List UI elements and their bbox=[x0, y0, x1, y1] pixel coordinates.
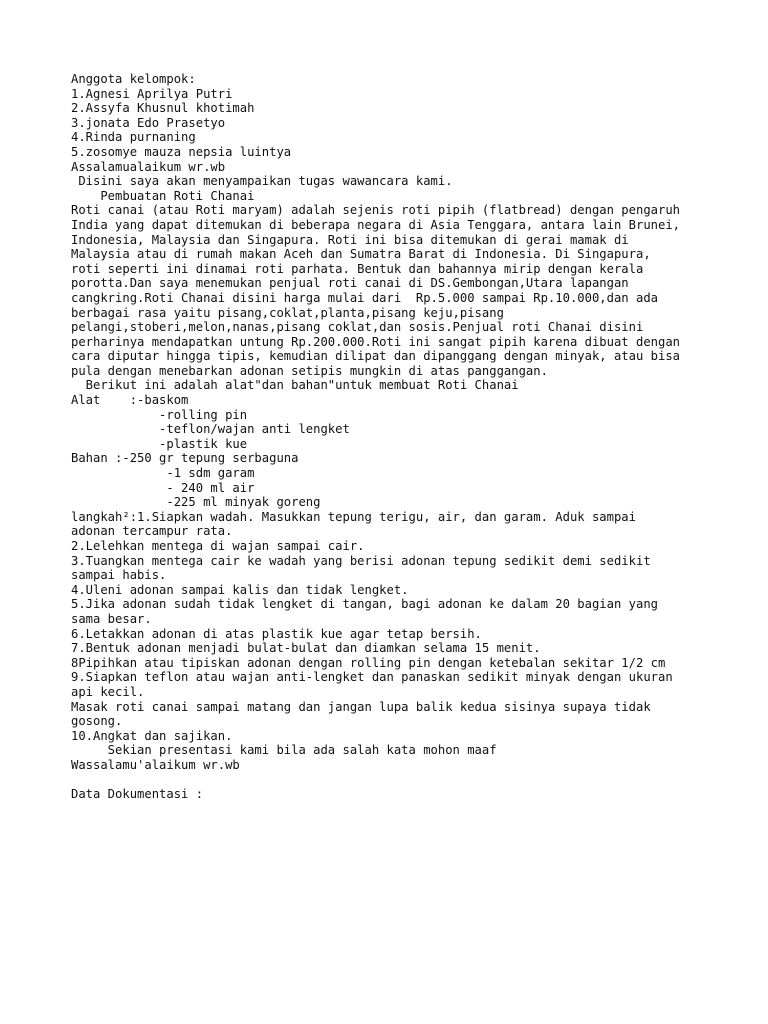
text-line: 6.Letakkan adonan di atas plastik kue agar tetap bersih. bbox=[71, 626, 482, 641]
text-line: Alat :-baskom bbox=[71, 393, 189, 408]
text-line: Indonesia, Malaysia dan Singapura. Roti ini bisa ditemukan di gerai mamak di bbox=[71, 232, 629, 247]
text-line: 7.Bentuk adonan menjadi bulat-bulat dan diamkan selama 15 menit. bbox=[71, 641, 541, 656]
text-line: berbagai rasa yaitu pisang,coklat,planta,pisang keju,pisang bbox=[71, 305, 504, 320]
text-line: 9.Siapkan teflon atau wajan anti-lengket dan panaskan sedikit minyak dengan ukuran bbox=[71, 670, 673, 685]
text-line: cara diputar hingga tipis, kemudian dilipat dan dipanggang dengan minyak, atau bisa bbox=[71, 349, 681, 364]
text-line: pelangi,stoberi,melon,nanas,pisang coklat,dan sosis.Penjual roti Chanai disini bbox=[71, 320, 644, 335]
text-line: sampai habis. bbox=[71, 568, 167, 583]
text-line: gosong. bbox=[71, 714, 123, 729]
text-line: 2.Lelehkan mentega di wajan sampai cair. bbox=[71, 539, 365, 553]
text-line: India yang dapat ditemukan di beberapa negara di Asia Tenggara, antara lain Brunei, bbox=[71, 217, 681, 232]
text-line: 10.Angkat dan sajikan. bbox=[71, 728, 233, 743]
text-line: Anggota kelompok: bbox=[71, 72, 196, 86]
text-line: - 240 ml air bbox=[71, 480, 255, 495]
text-line: adonan tercampur rata. bbox=[71, 524, 233, 539]
text-line: porotta.Dan saya menemukan penjual roti canai di DS.Gembongan,Utara lapangan bbox=[71, 276, 629, 291]
text-line: -plastik kue bbox=[71, 436, 248, 451]
text-line: -225 ml minyak goreng bbox=[71, 495, 321, 510]
text-line: perharinya mendapatkan untung Rp.200.000.Roti ini sangat pipih karena dibuat dengan bbox=[71, 334, 681, 349]
text-line: -teflon/wajan anti lengket bbox=[71, 422, 350, 437]
text-line: 5.Jika adonan sudah tidak lengket di tangan, bagi adonan ke dalam 20 bagian yang bbox=[71, 597, 658, 612]
text-line: 1.Agnesi Aprilya Putri bbox=[71, 86, 233, 101]
text-line: Berikut ini adalah alat"dan bahan"untuk membuat Roti Chanai bbox=[71, 378, 519, 393]
text-line: Data Dokumentasi : bbox=[71, 787, 204, 802]
text-line: sama besar. bbox=[71, 611, 152, 626]
text-line: -1 sdm garam bbox=[71, 466, 255, 481]
text-line: Sekian presentasi kami bila ada salah kata mohon maaf bbox=[71, 743, 497, 758]
text-line: 4.Uleni adonan sampai kalis dan tidak lengket. bbox=[71, 582, 409, 597]
text-line: 4.Rinda purnaning bbox=[71, 130, 196, 145]
document-body bbox=[71, 72, 731, 802]
text-line: pula dengan menebarkan adonan setipis mungkin di atas panggangan. bbox=[71, 363, 548, 378]
text-line: Bahan :-250 gr tepung serbaguna bbox=[71, 451, 299, 466]
text-line: 2.Assyfa Khusnul khotimah bbox=[71, 101, 255, 116]
text-line: 5.zosomye mauza nepsia luintya bbox=[71, 144, 292, 159]
text-line: Masak roti canai sampai matang dan jangan lupa balik kedua sisinya supaya tidak bbox=[71, 699, 651, 714]
text-line: Wassalamu'alaikum wr.wb bbox=[71, 757, 240, 772]
text-line: 3.Tuangkan mentega cair ke wadah yang berisi adonan tepung sedikit demi sedikit bbox=[71, 553, 651, 568]
text-line: roti seperti ini dinamai roti parhata. Bentuk dan bahannya mirip dengan kerala bbox=[71, 261, 644, 276]
text-line: cangkring.Roti Chanai disini harga mulai dari Rp.5.000 sampai Rp.10.000,dan ada bbox=[71, 290, 658, 305]
text-line: api kecil. bbox=[71, 684, 145, 699]
text-line: Malaysia atau di rumah makan Aceh dan Sumatra Barat di Indonesia. Di Singapura, bbox=[71, 247, 651, 262]
text-line: -rolling pin bbox=[71, 407, 248, 422]
blank-line bbox=[71, 773, 731, 788]
text-line: 3.jonata Edo Prasetyo bbox=[71, 115, 226, 130]
text-line: 8Pipihkan atau tipiskan adonan dengan rolling pin dengan ketebalan sekitar 1/2 cm bbox=[71, 655, 666, 670]
text-line: Pembuatan Roti Chanai bbox=[71, 188, 255, 203]
text-line: Roti canai (atau Roti maryam) adalah sejenis roti pipih (flatbread) dengan pengaruh bbox=[71, 203, 681, 218]
text-line: Disini saya akan menyampaikan tugas wawancara kami. bbox=[71, 174, 453, 189]
text-line: Assalamualaikum wr.wb bbox=[71, 159, 226, 174]
text-line: langkah²:1.Siapkan wadah. Masukkan tepung terigu, air, dan garam. Aduk sampai bbox=[71, 509, 636, 524]
